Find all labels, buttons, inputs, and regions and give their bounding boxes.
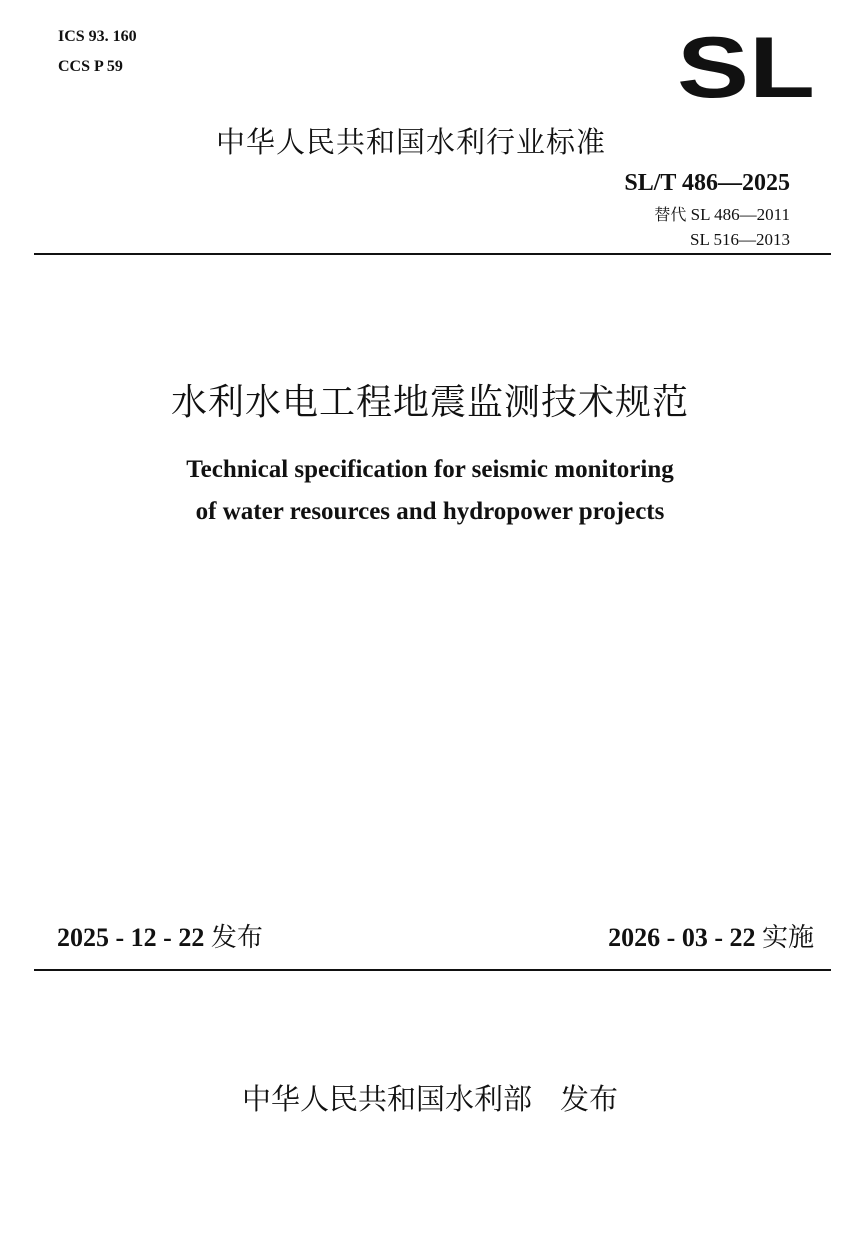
issuer-title: 中华人民共和国水利行业标准	[216, 125, 607, 159]
replaces-line-2	[654, 227, 790, 252]
replaces-line-1	[654, 202, 790, 227]
ccs-code: CCS P 59	[58, 58, 123, 75]
title-chinese: 水利水电工程地震监测技术规范	[170, 382, 689, 423]
replaced-standard-2: SL 516—2013	[690, 230, 790, 249]
publish-date-value: 2025 - 12 - 22	[57, 923, 205, 952]
publisher-action: 发布	[560, 1082, 619, 1116]
publish-label: 发布	[210, 923, 263, 953]
effective-label: 实施	[761, 923, 814, 953]
svg-text:SL: SL	[677, 30, 815, 102]
replaced-standard-1: SL 486—2011	[690, 205, 790, 224]
title-english-line-2: of water resources and hydropower projects	[195, 498, 665, 525]
publisher-name: 中华人民共和国水利部	[241, 1082, 532, 1116]
ics-code: ICS 93. 160	[58, 28, 137, 45]
top-divider	[34, 253, 831, 255]
standard-number: SL/T 486—2025	[624, 170, 790, 196]
publisher-line	[0, 1077, 860, 1118]
sl-logo	[676, 30, 816, 102]
title-english-line-1: Technical specification for seismic monitoring	[186, 456, 674, 483]
replaces-label: 替代	[654, 205, 687, 224]
effective-date-value: 2026 - 03 - 22	[608, 923, 756, 952]
replaced-standards	[654, 202, 790, 252]
title-english	[0, 449, 860, 533]
effective-date	[608, 917, 814, 954]
bottom-divider	[34, 969, 831, 971]
publish-date	[57, 917, 263, 954]
